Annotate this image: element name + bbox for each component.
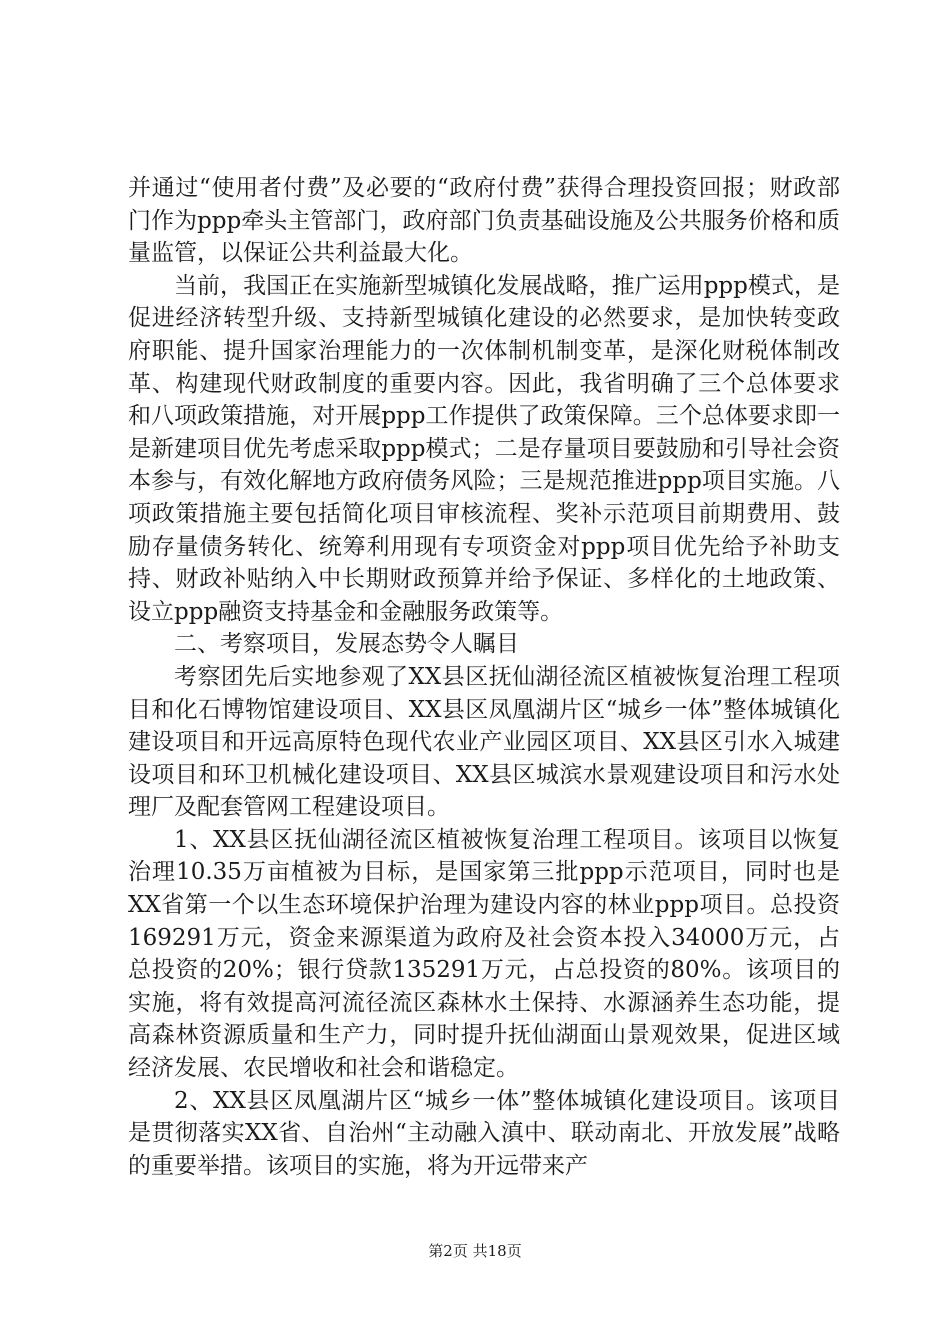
paragraph-4: 1、XX县区抚仙湖径流区植被恢复治理工程项目。该项目以恢复治理10.35万亩植被为目标，是国家第三批ppp示范项目，同时也是XX省第一个以生态环境保护治理为建设内容的林业ppp项目。总投资169291万元，资金来源渠道为政府及社会资本投入34000万元，占总投资的20%；银行贷款135291万元，占总投资的80%。该项目的实施，将有效提高河流径流区森林水土保持、水源涵养生态功能，提高森林资源质量和生产力，同时提升抚仙湖面山景观效果，促进区域经济发展、农民增收和社会和谐稳定。 [128,826,840,1082]
paragraph-1: 并通过“使用者付费”及必要的“政府付费”获得合理投资回报；财政部门作为ppp牵头主管部门，政府部门负责基础设施及公共服务价格和质量监管，以保证公共利益最大化。 [128,175,840,267]
paragraph-5: 2、XX县区凤凰湖片区“城乡一体”整体城镇化建设项目。该项目是贯彻落实XX省、自治州“主动融入滇中、联动南北、开放发展”战略的重要举措。该项目的实施，将为开远带来产 [128,1087,840,1179]
paragraph-3: 考察团先后实地参观了XX县区抚仙湖径流区植被恢复治理工程项目和化石博物馆建设项目、XX县区凤凰湖片区“城乡一体”整体城镇化建设项目和开远高原特色现代农业产业园区项目、XX县区引水入城建设项目和环卫机械化建设项目、XX县区城滨水景观建设项目和污水处理厂及配套管网工程建设项目。 [128,663,840,821]
section-heading: 二、考察项目，发展态势令人瞩目 [174,631,519,658]
document-body [128,172,840,1182]
paragraph-2: 当前，我国正在实施新型城镇化发展战略，推广运用ppp模式，是促进经济转型升级、支持新型城镇化建设的必然要求，是加快转变政府职能、提升国家治理能力的一次体制机制变革，是深化财税体制改革、构建现代财政制度的重要内容。因此，我省明确了三个总体要求和八项政策措施，对开展ppp工作提供了政策保障。三个总体要求即一是新建项目优先考虑采取ppp模式；二是存量项目要鼓励和引导社会资本参与，有效化解地方政府债务风险；三是规范推进ppp项目实施。八项政策措施主要包括简化项目审核流程、奖补示范项目前期费用、鼓励存量债务转化、统筹利用现有专项资金对ppp项目优先给予补助支持、财政补贴纳入中长期财政预算并给予保证、多样化的土地政策、设立ppp融资支持基金和金融服务政策等。 [128,272,840,625]
page-number-footer: 第2页 共18页 [428,1242,522,1260]
